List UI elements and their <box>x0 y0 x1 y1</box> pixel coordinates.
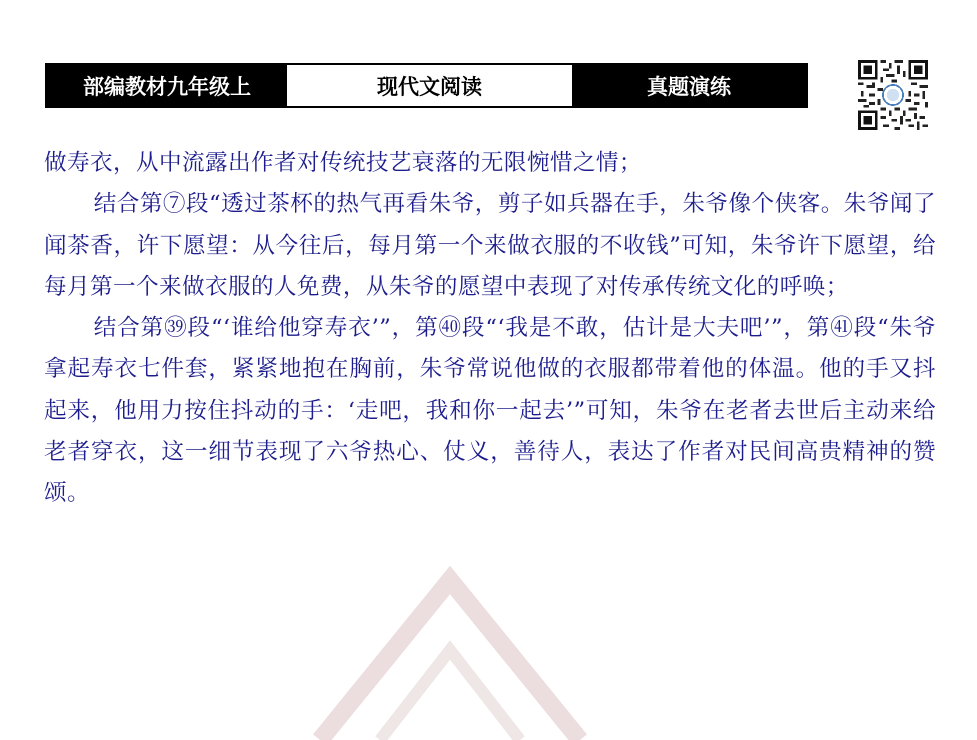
header-section-label: 真题演练 <box>572 65 806 106</box>
header-grade-label: 部编教材九年级上 <box>47 65 287 106</box>
article-body <box>44 143 936 515</box>
header-bar <box>45 63 808 108</box>
paragraph-continuation: 做寿衣，从中流露出作者对传统技艺衰落的无限惋惜之情； <box>44 150 642 176</box>
paragraph-sections-39-41: 结合第㊴段“‘谁给他穿寿衣’”，第㊵段“‘我是不敢，估计是大夫吧’”，第㊶段“朱爷拿起寿衣七件套，紧紧地抱在胸前，朱爷常说他做的衣服都带着他的体温。他的手又抖起来，他用力按住抖动的手：‘走吧，我和你一起去’”可知，朱爷在老者去世后主动来给老者穿衣，这一细节表现了六爷热心、仗义，善待人，表达了作者对民间高贵精神的赞颂。 <box>44 315 936 507</box>
paragraph-section-7: 结合第⑦段“透过茶杯的热气再看朱爷，剪子如兵器在手，朱爷像个侠客。朱爷闻了闻茶香，许下愿望：从今往后，每月第一个来做衣服的不收钱”可知，朱爷许下愿望，给每月第一个来做衣服的人免费，从朱爷的愿望中表现了对传承传统文化的呼唤； <box>44 191 936 300</box>
qr-code-icon <box>858 60 928 130</box>
header-topic-label: 现代文阅读 <box>287 65 572 106</box>
watermark-logo <box>300 560 600 740</box>
